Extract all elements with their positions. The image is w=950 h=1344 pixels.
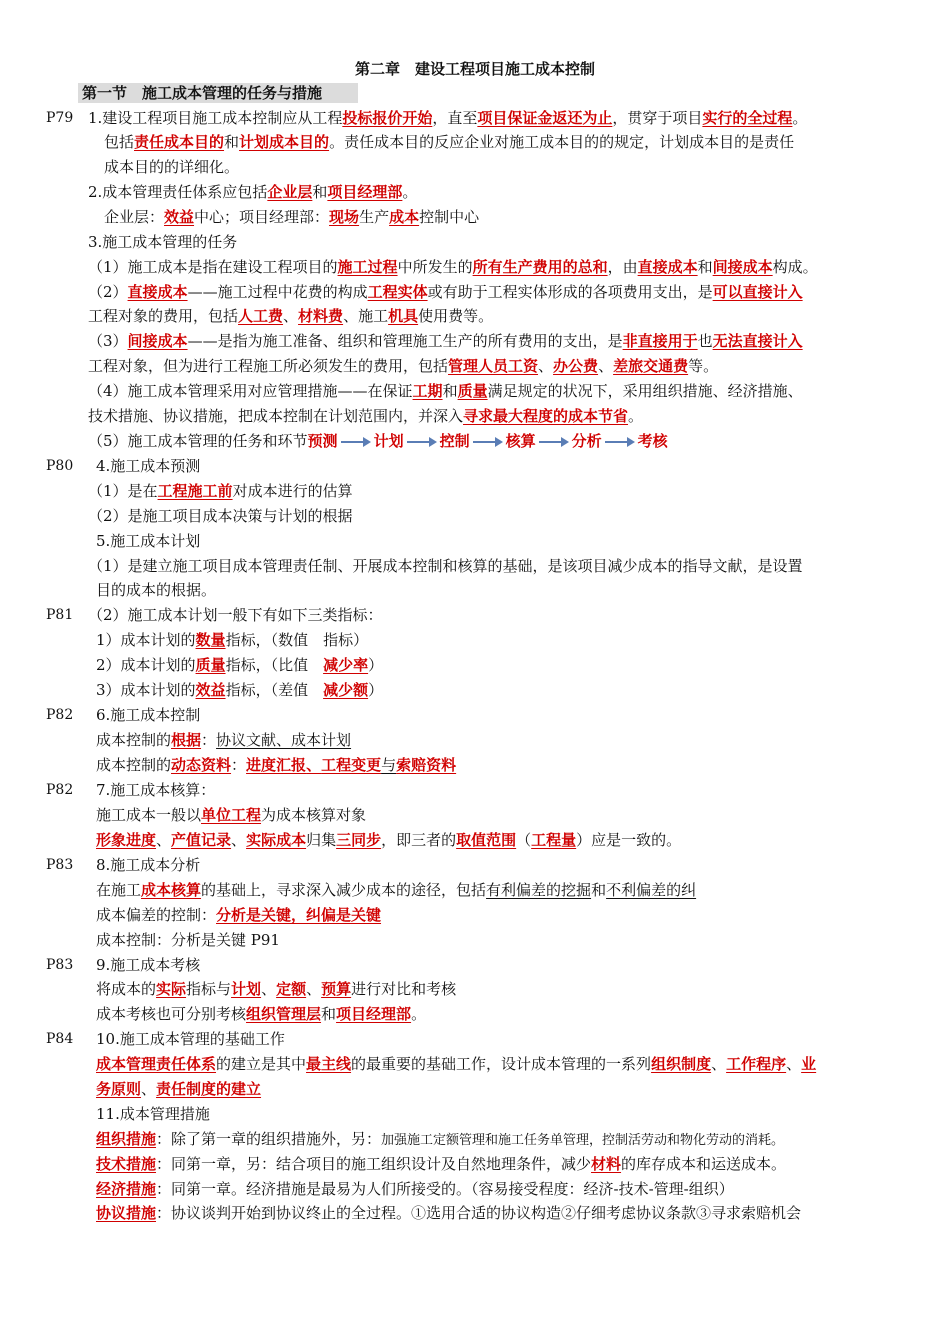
text-span: 满足规定的状况下，采用组织措施、经济措施、 xyxy=(487,382,803,400)
highlighted-term: 寻求最大程度的成本节省 xyxy=(463,407,629,425)
text-span: 、 xyxy=(156,831,172,849)
text-line xyxy=(96,904,381,926)
highlighted-term: 材料费 xyxy=(298,307,344,325)
text-span: 的最重要的基础工作，设计成本管理的一系列 xyxy=(351,1055,652,1073)
text-span: 成本控制的 xyxy=(96,756,172,774)
highlighted-term: 实际 xyxy=(156,980,187,998)
text-line: 成本控制：分析是关键 P91 xyxy=(96,931,280,949)
text-span: 、施工 xyxy=(343,307,389,325)
text-span: ： xyxy=(231,756,247,774)
text-span: 和 xyxy=(697,258,713,276)
text-span: 和 xyxy=(321,1005,337,1023)
text-span: ，直至 xyxy=(432,109,478,127)
highlighted-term: 技术措施 xyxy=(96,1155,157,1173)
text-span: 、 xyxy=(283,307,299,325)
text-line xyxy=(88,380,803,402)
text-line xyxy=(96,1153,786,1175)
highlighted-term: 责任制度的建立 xyxy=(156,1080,262,1098)
highlighted-term: 工程实体 xyxy=(367,283,428,301)
highlighted-term: 最主线 xyxy=(306,1055,352,1073)
text-span: ： xyxy=(201,731,217,749)
text-span: 和 xyxy=(224,133,240,151)
text-span: 。 xyxy=(402,183,418,201)
text-line: 8.施工成本分析 xyxy=(96,856,201,874)
page-label-p83: P83 xyxy=(46,957,74,973)
cost-management-flow xyxy=(88,430,668,452)
text-span: ：协议谈判开始到协议终止的全过程。①选用合适的协议构造②仔细考虑协议条款③寻求索赔机会 xyxy=(156,1204,802,1222)
highlighted-term: 分析是关键，纠偏是关键 xyxy=(216,906,382,924)
text-line: 6.施工成本控制 xyxy=(96,706,201,724)
text-line xyxy=(96,1078,261,1100)
text-span: 也 xyxy=(697,332,713,350)
section-heading: 第一节 施工成本管理的任务与措施 xyxy=(78,83,358,103)
text-line xyxy=(96,754,456,776)
highlighted-term: 索赔资料 xyxy=(396,756,457,774)
highlighted-term: 工程变更 xyxy=(321,756,382,774)
page-label-p80: P80 xyxy=(46,458,74,474)
text-span: 的基础上，寻求深入减少成本的途径，包括 xyxy=(201,881,487,899)
text-line: 4.施工成本预测 xyxy=(96,457,201,475)
highlighted-term: 组织措施 xyxy=(96,1130,157,1148)
text-span: 、 xyxy=(786,1055,802,1073)
text-span: 将成本的 xyxy=(96,980,157,998)
text-line xyxy=(88,405,643,427)
right-arrow-icon xyxy=(407,436,437,448)
text-span: 使用费等。 xyxy=(418,307,494,325)
text-span: 、 xyxy=(711,1055,727,1073)
text-span: ，即三者的 xyxy=(381,831,457,849)
text-line: （2）是施工项目成本决策与计划的根据 xyxy=(88,507,353,525)
right-arrow-icon xyxy=(473,436,503,448)
text-span: 1.建设工程项目施工成本控制应从工程 xyxy=(88,109,343,127)
text-span: 、 xyxy=(306,980,322,998)
text-span: （5）施工成本管理的任务和环节 xyxy=(88,432,308,450)
highlighted-term: 责任成本目的 xyxy=(134,133,225,151)
highlighted-term: 间接成本 xyxy=(712,258,773,276)
text-span: （1）是在 xyxy=(88,482,158,500)
text-span: 的建立是其中 xyxy=(216,1055,307,1073)
text-span: 进行对比和考核 xyxy=(351,980,457,998)
right-arrow-icon xyxy=(341,436,371,448)
highlighted-term: 间接成本 xyxy=(127,332,188,350)
text-line: 9.施工成本考核 xyxy=(96,956,201,974)
text-line: （2）施工成本计划一般下有如下三类指标： xyxy=(88,606,383,624)
highlighted-term: 预算 xyxy=(321,980,352,998)
highlighted-term: 所有生产费用的总和 xyxy=(472,258,608,276)
highlighted-term: 项目保证金返还为止 xyxy=(477,109,613,127)
text-span: 3）成本计划的 xyxy=(96,681,196,699)
highlighted-term: 根据 xyxy=(171,731,202,749)
highlighted-term: 进度汇报 xyxy=(246,756,307,774)
text-span: 成本偏差的控制： xyxy=(96,906,217,924)
text-span: ） xyxy=(368,681,384,699)
highlighted-term: 材料 xyxy=(591,1155,622,1173)
highlighted-term: 非直接用于 xyxy=(622,332,698,350)
text-span: 工程对象的费用，包括 xyxy=(88,307,239,325)
highlighted-term: 项目经理部 xyxy=(336,1005,412,1023)
flow-step: 预测 xyxy=(307,432,338,450)
highlighted-term: 业 xyxy=(801,1055,817,1073)
page-label-p82: P82 xyxy=(46,782,74,798)
text-line xyxy=(96,729,351,751)
highlighted-term: 效益 xyxy=(164,208,195,226)
text-span: 2）成本计划的 xyxy=(96,656,196,674)
text-line: 10.施工成本管理的基础工作 xyxy=(96,1030,285,1048)
text-line xyxy=(96,978,456,1000)
text-line xyxy=(88,355,718,377)
highlighted-term: 现场 xyxy=(329,208,360,226)
highlighted-term: 项目经理部 xyxy=(327,183,403,201)
text-span: 指标，（比值 xyxy=(225,656,324,674)
highlighted-term: 办公费 xyxy=(553,357,599,375)
text-line: 目的成本的根据。 xyxy=(96,581,217,599)
highlighted-term: 效益 xyxy=(195,681,226,699)
text-span: 中所发生的 xyxy=(397,258,473,276)
text-span: 有利偏差的挖掘 xyxy=(486,881,592,899)
highlighted-term: 定额 xyxy=(276,980,307,998)
text-span: 包括 xyxy=(104,133,135,151)
page-label-p83: P83 xyxy=(46,857,74,873)
text-line xyxy=(96,1053,816,1075)
text-span: 为成本核算对象 xyxy=(261,806,367,824)
highlighted-term: 质量 xyxy=(195,656,226,674)
text-span: ，贯穿于项目 xyxy=(612,109,703,127)
highlighted-term: 可以直接计入 xyxy=(712,283,803,301)
highlighted-term: 工作程序 xyxy=(726,1055,787,1073)
text-span: 工程对象，但为进行工程施工所必须发生的费用，包括 xyxy=(88,357,449,375)
text-span: 、 xyxy=(261,980,277,998)
text-line xyxy=(96,629,368,651)
page-label-p82: P82 xyxy=(46,707,74,723)
text-span: ——是指为施工准备、组织和管理施工生产的所有费用的支出，是 xyxy=(187,332,623,350)
text-span: 等。 xyxy=(688,357,719,375)
highlighted-term: 数量 xyxy=(195,631,226,649)
highlighted-term: 质量 xyxy=(457,382,488,400)
text-span: 控制中心 xyxy=(419,208,480,226)
text-span: 指标，（数值 指标） xyxy=(225,631,369,649)
text-span: 成本控制的 xyxy=(96,731,172,749)
text-line: 5.施工成本计划 xyxy=(96,532,201,550)
highlighted-term: 无法直接计入 xyxy=(712,332,803,350)
highlighted-term: 施工过程 xyxy=(337,258,398,276)
text-span: 加强施工定额管理和施工任务单管理，控制活劳动和物化劳动的消耗。 xyxy=(381,1133,785,1148)
highlighted-term: 成本核算 xyxy=(141,881,202,899)
highlighted-term: 减少额 xyxy=(323,681,369,699)
text-span: 成本考核也可分别考核 xyxy=(96,1005,247,1023)
text-span: （4）施工成本管理采用对应管理措施——在保证 xyxy=(88,382,413,400)
text-span: ——施工过程中花费的构成 xyxy=(187,283,368,301)
text-span: ） xyxy=(368,656,384,674)
text-span: 的库存成本和运送成本。 xyxy=(621,1155,787,1173)
highlighted-term: 实际成本 xyxy=(246,831,307,849)
right-arrow-icon xyxy=(539,436,569,448)
text-span: 。 xyxy=(792,109,808,127)
text-span: 不利偏差的纠 xyxy=(606,881,697,899)
text-line xyxy=(96,879,696,901)
text-line: 3.施工成本管理的任务 xyxy=(88,233,238,251)
text-span: ：除了第一章的组织措施外，另： xyxy=(156,1130,382,1148)
text-span: 技术措施、协议措施，把成本控制在计划范围内，并深入 xyxy=(88,407,464,425)
text-span: ：同第一章。经济措施是最易为人们所接受的。（容易接受程度：经济-技术-管理-组织） xyxy=(156,1180,734,1198)
right-arrow-icon xyxy=(605,436,635,448)
text-span: 与 xyxy=(381,756,397,774)
highlighted-term: 单位工程 xyxy=(201,806,262,824)
highlighted-term: 投标报价开始 xyxy=(342,109,433,127)
text-span: 在施工 xyxy=(96,881,142,899)
text-line xyxy=(96,1178,734,1200)
text-line xyxy=(96,829,681,851)
text-line xyxy=(88,181,417,203)
highlighted-term: 产值记录 xyxy=(171,831,232,849)
highlighted-term: 差旅交通费 xyxy=(613,357,689,375)
highlighted-term: 成本管理责任体系 xyxy=(96,1055,217,1073)
highlighted-term: 机具 xyxy=(388,307,419,325)
text-span: 、 xyxy=(538,357,554,375)
highlighted-term: 经济措施 xyxy=(96,1180,157,1198)
text-span: 指标与 xyxy=(186,980,232,998)
text-span: 对成本进行的估算 xyxy=(232,482,353,500)
highlighted-term: 动态资料 xyxy=(171,756,232,774)
highlighted-term: 成本 xyxy=(389,208,420,226)
text-line xyxy=(96,679,383,701)
text-span: 指标，（差值 xyxy=(225,681,324,699)
text-span: 归集 xyxy=(306,831,337,849)
flow-step: 核算 xyxy=(505,432,536,450)
text-span: （3） xyxy=(88,332,128,350)
text-span: ：同第一章，另：结合项目的施工组织设计及自然地理条件，减少 xyxy=(156,1155,592,1173)
text-span: 施工成本一般以 xyxy=(96,806,202,824)
text-span: （2） xyxy=(88,283,128,301)
text-line xyxy=(104,206,479,228)
text-line xyxy=(96,1003,426,1025)
highlighted-term: 取值范围 xyxy=(456,831,517,849)
highlighted-term: 组织制度 xyxy=(651,1055,712,1073)
text-line: （1）是建立施工项目成本管理责任制、开展成本控制和核算的基础，是该项目减少成本的指导文献，是设置 xyxy=(88,557,803,575)
text-span: （ xyxy=(516,831,532,849)
text-span: 2.成本管理责任体系应包括 xyxy=(88,183,268,201)
highlighted-term: 三同步 xyxy=(336,831,382,849)
text-line xyxy=(96,804,366,826)
highlighted-term: 直接成本 xyxy=(637,258,698,276)
text-line xyxy=(88,330,803,352)
highlighted-term: 形象进度 xyxy=(96,831,157,849)
highlighted-term: 管理人员工资 xyxy=(448,357,539,375)
text-line xyxy=(88,305,493,327)
text-span: 1）成本计划的 xyxy=(96,631,196,649)
flow-step: 控制 xyxy=(439,432,470,450)
text-span: 和 xyxy=(591,881,607,899)
text-span: （1）施工成本是指在建设工程项目的 xyxy=(88,258,338,276)
highlighted-term: 工程施工前 xyxy=(157,482,233,500)
text-span: 中心；项目经理部： xyxy=(194,208,330,226)
page-label-p84: P84 xyxy=(46,1031,74,1047)
flow-step: 考核 xyxy=(637,432,668,450)
page-label-p79: P79 xyxy=(46,110,74,126)
text-line xyxy=(104,131,794,153)
page-label-p81: P81 xyxy=(46,607,74,623)
text-line: 7.施工成本核算： xyxy=(96,781,216,799)
text-line xyxy=(88,480,353,502)
highlighted-term: 务原则 xyxy=(96,1080,142,1098)
text-line xyxy=(88,107,807,129)
highlighted-term: 工期 xyxy=(412,382,443,400)
highlighted-term: 减少率 xyxy=(323,656,369,674)
highlighted-term: 工程量 xyxy=(531,831,577,849)
highlighted-term: 直接成本 xyxy=(127,283,188,301)
text-span: 和 xyxy=(442,382,458,400)
text-span: ，由 xyxy=(607,258,638,276)
text-span: 构成。 xyxy=(772,258,818,276)
text-span: ）应是一致的。 xyxy=(576,831,682,849)
text-span: 生产 xyxy=(359,208,390,226)
text-line xyxy=(88,256,818,278)
highlighted-term: 协议措施 xyxy=(96,1204,157,1222)
text-span: 、 xyxy=(598,357,614,375)
text-line xyxy=(96,654,383,676)
text-line: 11.成本管理措施 xyxy=(96,1105,210,1123)
highlighted-term: 计划成本目的 xyxy=(239,133,330,151)
highlighted-term: 计划 xyxy=(231,980,262,998)
highlighted-term: 实行的全过程 xyxy=(702,109,793,127)
flow-step: 计划 xyxy=(373,432,404,450)
text-span: 企业层： xyxy=(104,208,165,226)
text-span: 和 xyxy=(312,183,328,201)
text-span: 。责任成本目的反应企业对施工成本目的的规定，计划成本目的是责任 xyxy=(329,133,795,151)
chapter-title: 第二章 建设工程项目施工成本控制 xyxy=(354,60,595,78)
highlighted-term: 组织管理层 xyxy=(246,1005,322,1023)
text-line xyxy=(96,1202,801,1224)
text-span: 、 xyxy=(231,831,247,849)
highlighted-term: 人工费 xyxy=(238,307,284,325)
text-line xyxy=(88,281,803,303)
text-line xyxy=(96,1128,784,1152)
text-line: 成本目的的详细化。 xyxy=(104,158,240,176)
flow-step: 分析 xyxy=(571,432,602,450)
text-span: 。 xyxy=(411,1005,427,1023)
text-span: 协议文献、成本计划 xyxy=(216,731,352,749)
highlighted-term: 企业层 xyxy=(267,183,313,201)
text-span: 。 xyxy=(628,407,644,425)
text-span: 或有助于工程实体形成的各项费用支出，是 xyxy=(427,283,713,301)
text-span: 、 xyxy=(141,1080,157,1098)
highlighted-term: 、 xyxy=(306,756,322,774)
